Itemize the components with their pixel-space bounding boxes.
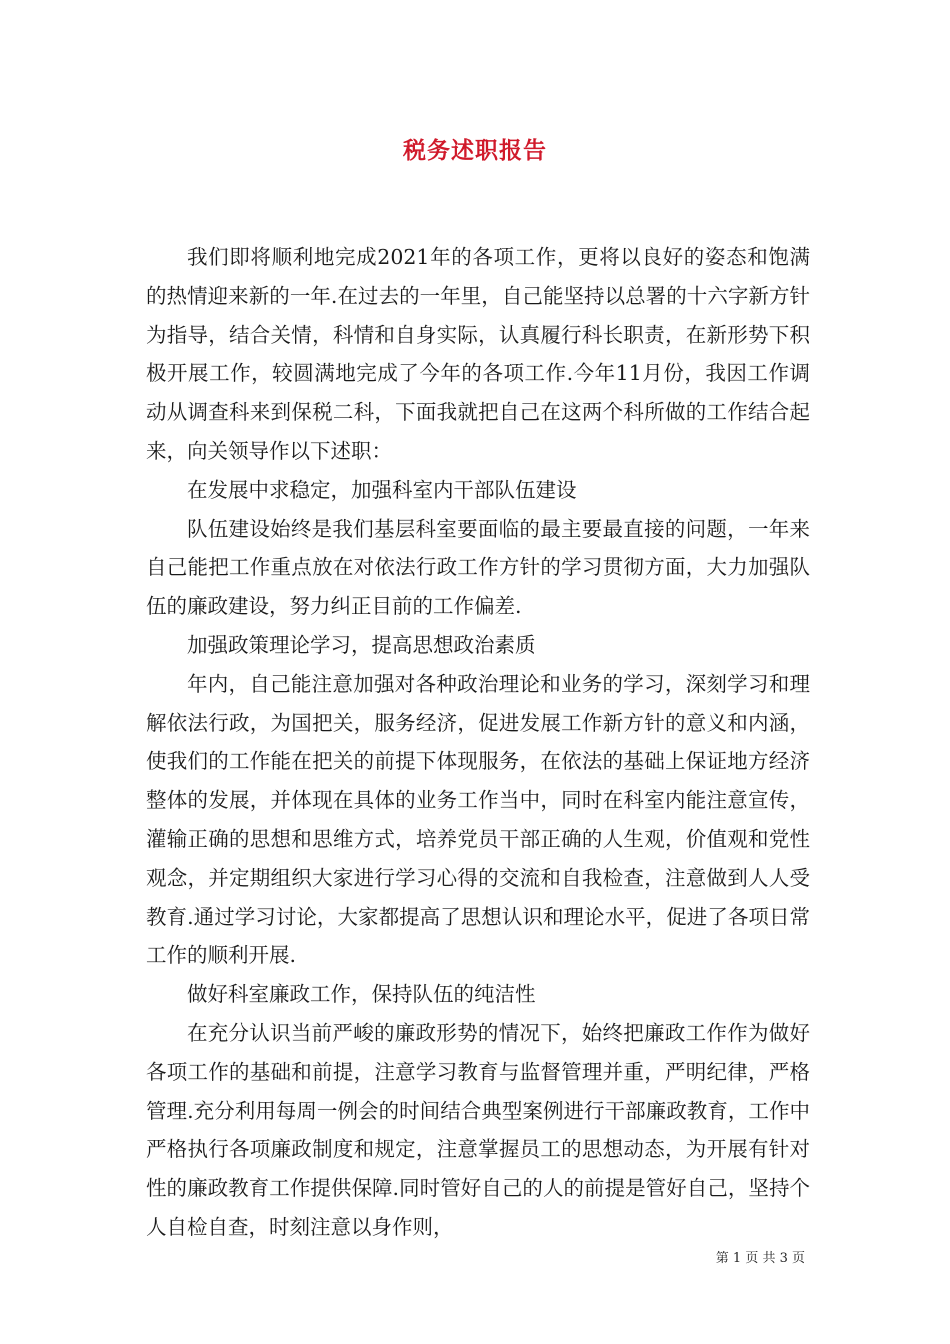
paragraph-team-building: 队伍建设始终是我们基层科室要面临的最主要最直接的问题，一年来自己能把工作重点放在对依法行政工作方针的学习贯彻方面，大力加强队伍的廉政建设，努力纠正目前的工作偏差. <box>146 516 810 619</box>
section-heading-team-building: 在发展中求稳定，加强科室内干部队伍建设 <box>187 477 577 502</box>
section-heading-integrity: 做好科室廉政工作，保持队伍的纯洁性 <box>187 982 536 1007</box>
document-title: 税务述职报告 <box>403 137 547 164</box>
paragraph-intro: 我们即将顺利地完成2021年的各项工作，更将以良好的姿态和饱满的热情迎来新的一年.在过去的一年里，自己能坚持以总署的十六字新方针为指导，结合关情，科情和自身实际，认真履行科长职责，在新形势下积极开展工作，较圆满地完成了今年的各项工作.今年11月份，我因工作调动从调查科来到保税二科，下面我就把自己在这两个科所做的工作结合起来，向关领导作以下述职： <box>146 245 810 463</box>
page-number-label: 第 1 页 共 3 页 <box>715 1251 805 1266</box>
document-body <box>146 238 810 1247</box>
page-number <box>716 1247 805 1266</box>
section-heading-theory-study: 加强政策理论学习，提高思想政治素质 <box>187 632 536 657</box>
paragraph-theory-study: 年内，自己能注意加强对各种政治理论和业务的学习，深刻学习和理解依法行政，为国把关，服务经济，促进发展工作新方针的意义和内涵，使我们的工作能在把关的前提下体现服务，在依法的基础上保证地方经济整体的发展，并体现在具体的业务工作当中，同时在科室内能注意宣传，灌输正确的思想和思维方式，培养党员干部正确的人生观，价值观和党性观念，并定期组织大家进行学习心得的交流和自我检查，注意做到人人受教育.通过学习讨论，大家都提高了思想认识和理论水平，促进了各项日常工作的顺利开展. <box>146 671 810 968</box>
paragraph-integrity: 在充分认识当前严峻的廉政形势的情况下，始终把廉政工作作为做好各项工作的基础和前提，注意学习教育与监督管理并重，严明纪律，严格管理.充分利用每周一例会的时间结合典型案例进行干部廉政教育，工作中严格执行各项廉政制度和规定，注意掌握员工的思想动态，为开展有针对性的廉政教育工作提供保障.同时管好自己的人的前提是管好自己，坚持个人自检自查，时刻注意以身作则， <box>146 1020 810 1239</box>
